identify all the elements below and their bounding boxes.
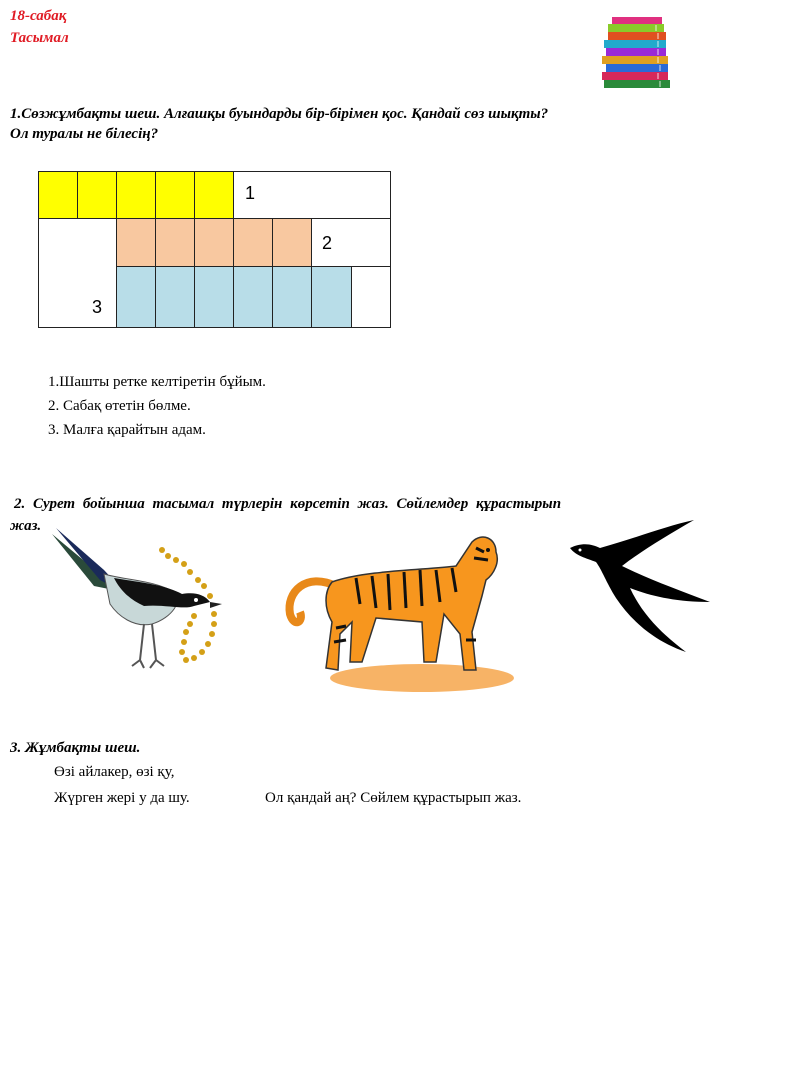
crossword-cell[interactable] [116,218,156,267]
crossword-cell[interactable] [116,266,156,328]
task1-instruction-line2: Ол туралы не білесің? [10,126,159,142]
clue-3: 3. Малға қарайтын адам. [48,422,206,438]
magpie-icon [44,520,224,680]
clue-1: 1.Шашты ретке келтіретін бұйым. [48,374,266,390]
crossword-cell[interactable] [194,218,234,267]
clue-2: 2. Сабақ өтетін бөлме. [48,398,191,414]
crossword-cell-row1-number [233,171,391,219]
riddle-line-1: Өзі айлакер, өзі қу, [54,764,175,780]
crossword-row2-label: 2 [322,233,333,253]
riddle-question: Ол қандай аң? Сөйлем құрастырып жаз. [265,790,522,806]
task2-instruction: 2. Сурет бойынша тасымал түрлерін көрсетіп жаз. Сөйлемдер құрастырып [14,496,562,512]
task2-instruction-line2: жаз. [10,518,42,534]
crossword-cell[interactable] [38,171,78,219]
riddle-line-2: Жүрген жері у да шу. [54,790,190,806]
crossword-cell[interactable] [194,266,234,328]
crossword-cell[interactable] [311,266,352,328]
crossword-cell[interactable] [272,218,312,267]
swallow-icon [566,518,716,658]
crossword-cell[interactable] [351,266,391,328]
crossword-cell[interactable] [116,171,156,219]
task1-instruction: 1.Сөзжұмбақты шеш. Алғашқы буындарды бір-бірімен қос. Қандай сөз шықты? [10,106,549,122]
crossword-cell[interactable] [233,218,273,267]
crossword-cell[interactable] [77,171,117,219]
lesson-topic: Тасымал [10,30,69,46]
crossword-cell[interactable] [155,171,195,219]
tiger-icon [276,522,516,694]
crossword-row1-label: 1 [245,183,256,203]
crossword-grid [38,171,391,328]
crossword-cell[interactable] [194,171,234,219]
crossword-cell[interactable] [155,218,195,267]
crossword-row3-label: 3 [92,297,103,317]
crossword-cell[interactable] [233,266,273,328]
book-stack-icon [596,14,678,96]
crossword-cell[interactable] [272,266,312,328]
task3-heading: 3. Жұмбақты шеш. [10,740,141,756]
lesson-number: 18-сабақ [10,8,67,24]
crossword-cell[interactable] [155,266,195,328]
